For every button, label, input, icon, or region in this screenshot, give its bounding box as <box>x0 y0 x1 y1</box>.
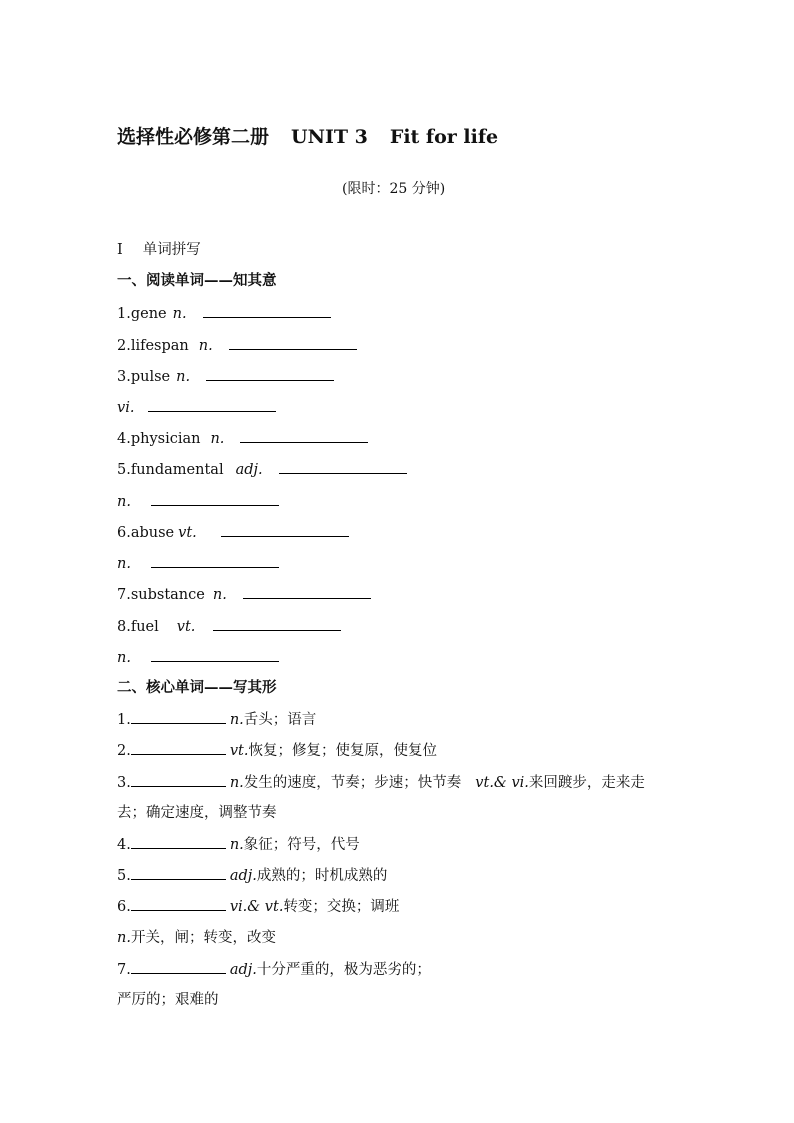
vocab-item: 2. vt.恢复；修复；使复原，使复位 <box>117 740 437 761</box>
vocab-item: 6.abuse vt. <box>117 522 349 543</box>
vocab-item: 8.fuel vt. <box>117 616 341 637</box>
answer-blank[interactable] <box>213 616 341 631</box>
answer-blank[interactable] <box>131 740 226 755</box>
vocab-item-continuation: 严厉的；艰难的 <box>117 992 219 1008</box>
vocab-item: n. <box>117 491 279 512</box>
vocab-item: 7.substance n. <box>117 584 371 605</box>
answer-blank[interactable] <box>131 709 226 724</box>
vocab-item-continuation: n.开关，闸；转变，改变 <box>117 930 276 946</box>
topic-title: Fit for life <box>389 126 499 148</box>
answer-blank[interactable] <box>151 647 279 662</box>
vocab-item: 4. n.象征；符号，代号 <box>117 834 360 855</box>
answer-blank[interactable] <box>131 865 226 880</box>
answer-blank[interactable] <box>131 959 226 974</box>
part2-heading: 二、核心单词——写其形 <box>117 679 277 696</box>
vocab-item: 1.gene n. <box>117 303 331 324</box>
book-title: 选择性必修第二册 <box>117 126 270 148</box>
answer-blank[interactable] <box>148 397 276 412</box>
unit-title: UNIT 3 <box>291 126 368 148</box>
answer-blank[interactable] <box>131 772 226 787</box>
vocab-item: 7. adj.十分严重的，极为恶劣的； <box>117 959 431 980</box>
part1-heading: 一、阅读单词——知其意 <box>117 272 277 289</box>
vocab-item: 6. vi.& vt.转变；交换；调班 <box>117 896 399 917</box>
answer-blank[interactable] <box>279 459 407 474</box>
page-title <box>117 122 498 149</box>
section-label: 单词拼写 <box>142 242 201 258</box>
vocab-item: vi. <box>117 397 276 418</box>
time-limit: (限时：25 分钟) <box>342 181 446 197</box>
answer-blank[interactable] <box>131 834 226 849</box>
answer-blank[interactable] <box>151 553 279 568</box>
vocab-item: n. <box>117 647 279 668</box>
vocab-item-continuation: 去；确定速度，调整节奏 <box>117 805 277 821</box>
answer-blank[interactable] <box>221 522 349 537</box>
answer-blank[interactable] <box>131 896 226 911</box>
answer-blank[interactable] <box>206 366 334 381</box>
answer-blank[interactable] <box>240 428 368 443</box>
section-heading <box>117 240 201 260</box>
vocab-item: n. <box>117 553 279 574</box>
section-numeral: Ⅰ <box>117 242 123 258</box>
vocab-item: 1. n.舌头；语言 <box>117 709 316 730</box>
vocab-item: 5. adj.成熟的；时机成熟的 <box>117 865 387 886</box>
vocab-item: 3.pulse n. <box>117 366 334 387</box>
answer-blank[interactable] <box>203 303 331 318</box>
vocab-item: 4.physician n. <box>117 428 368 449</box>
vocab-item: 3. n.发生的速度，节奏；步速；快节奏 vt.& vi.来回踱步，走来走 <box>117 772 645 793</box>
vocab-item: 5.fundamental adj. <box>117 459 407 480</box>
answer-blank[interactable] <box>243 584 371 599</box>
answer-blank[interactable] <box>229 335 357 350</box>
answer-blank[interactable] <box>151 491 279 506</box>
vocab-item: 2.lifespan n. <box>117 335 357 356</box>
